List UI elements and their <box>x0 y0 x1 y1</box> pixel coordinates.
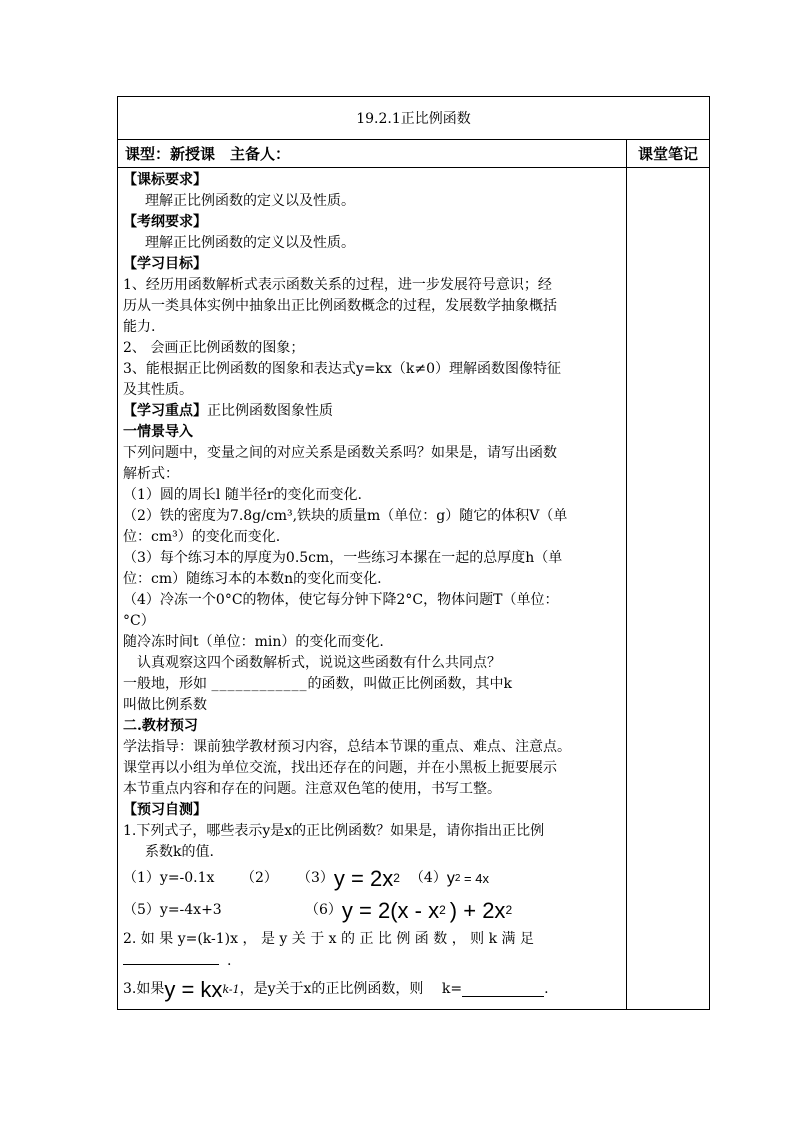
task-3-suffix: ，是y关于x的正比例函数，则 k= <box>239 980 463 997</box>
task-1-a: 1.下列式子，哪些表示y是x的正比例函数？如果是，请你指出正比例 <box>123 823 545 839</box>
goal-3-line-b: 及其性质。 <box>123 382 193 398</box>
task-3-prefix: 3.如果 <box>123 980 165 997</box>
definition-suffix: 的函数，叫做正比例函数，其中k <box>307 676 512 692</box>
option-4-label: （4） <box>409 869 447 886</box>
notes-header: 课堂笔记 <box>626 140 709 168</box>
study-guide-b: 课堂再以小组为单位交流，找出还存在的问题，并在小黑板上扼要展示 <box>123 760 557 776</box>
option-1: （1）y=-0.1x <box>123 869 215 886</box>
question-4-c: 随冷冻时间t（单位：min）的变化而变化. <box>123 634 384 650</box>
goal-1-line-b: 历从一类具体实例中抽象出正比例函数概念的过程，发展数学抽象概括 <box>123 298 557 314</box>
goals-heading: 【学习目标】 <box>123 256 207 272</box>
key-points-text: 正比例函数图象性质 <box>207 403 333 419</box>
task-3-formula: y = kx <box>164 976 223 1002</box>
exam-text: 理解正比例函数的定义以及性质。 <box>145 235 355 251</box>
study-guide-c: 本节重点内容和存在的问题。注意双色笔的使用，书写工整。 <box>123 781 501 797</box>
task-3-blank <box>462 982 544 997</box>
key-points-heading: 【学习重点】 <box>123 403 207 419</box>
question-3-b: 位：cm）随练习本的本数n的变化而变化. <box>123 571 382 587</box>
task-2: 2. 如 果 y=(k-1)x ， 是 y 关 于 x 的 正 比 例 函 数 ， 则 k 满 足 <box>123 931 534 947</box>
self-test-heading: 【预习自测】 <box>123 802 207 818</box>
curriculum-heading: 【课标要求】 <box>123 172 207 188</box>
question-intro-a: 下列问题中，变量之间的对应关系是函数关系吗？如果是，请写出函数 <box>123 445 557 461</box>
option-4-rest: = 4x <box>460 870 489 886</box>
definition-line-a <box>123 674 623 695</box>
question-4-a: （4）冷冻一个0°C的物体，使它每分钟下降2°C，物体问题T（单位： <box>123 592 559 608</box>
options-row-2 <box>123 893 623 927</box>
task-2-end: . <box>227 953 232 969</box>
task-3-exponent: k-1 <box>222 982 240 996</box>
scenario-heading: 一情景导入 <box>123 424 193 440</box>
option-4-exponent: 2 <box>454 872 461 884</box>
lesson-content <box>123 170 623 1006</box>
goal-2: 2、 会画正比例函数的图象； <box>123 340 305 356</box>
page-title: 19.2.1正比例函数 <box>118 97 709 140</box>
question-2-a: （2）铁的密度为7.8g/cm³,铁块的质量m（单位：g）随它的体积V（单 <box>123 508 568 524</box>
goal-1-line-a: 1、经历用函数解析式表示函数关系的过程，进一步发展符号意识；经 <box>123 277 552 293</box>
option-3-label: （3） <box>297 869 334 886</box>
task-3 <box>123 972 623 1006</box>
question-4-b: °C） <box>123 613 155 629</box>
option-6-exponent-2: 2 <box>505 902 513 917</box>
notes-column <box>626 168 709 1009</box>
option-6-formula-b: ) + 2x <box>449 897 506 923</box>
definition-prefix: 一般地，形如 <box>123 676 212 692</box>
options-row-1 <box>123 863 623 893</box>
goal-3-line-a: 3、能根据正比例函数的图象和表达式y=kx（k≠0）理解函数图像特征 <box>123 361 562 377</box>
observe-prompt: 认真观察这四个函数解析式，说说这些函数有什么共同点？ <box>137 655 501 671</box>
question-1: （1）圆的周长l 随半径r的变化而变化. <box>123 487 362 503</box>
task-1-b: 系数k的值. <box>145 844 214 860</box>
option-6-exponent-1: 2 <box>439 902 446 917</box>
definition-line-b: 叫做比例系数 <box>123 697 207 713</box>
study-guide-a: 学法指导：课前独学教材预习内容，总结本节课的重点、难点、注意点。 <box>123 739 571 755</box>
option-3-exponent: 2 <box>393 870 400 885</box>
task-2-answer-line <box>123 950 623 972</box>
option-4-y: y <box>446 869 455 887</box>
curriculum-text: 理解正比例函数的定义以及性质。 <box>145 193 355 209</box>
question-2-b: 位：cm³）的变化而变化. <box>123 529 281 545</box>
option-6-formula-a: y = 2(x - x <box>341 897 440 923</box>
option-6-label: （6） <box>305 901 342 918</box>
question-intro-b: 解析式： <box>123 466 179 482</box>
option-5: （5）y=-4x+3 <box>123 901 222 918</box>
task-3-end: . <box>544 980 549 997</box>
definition-blank: ____________ <box>211 676 308 692</box>
task-2-blank <box>123 950 219 965</box>
question-3-a: （3）每个练习本的厚度为0.5cm，一些练习本摞在一起的总厚度h（单 <box>123 550 563 566</box>
option-3-formula: y = 2x <box>333 865 394 891</box>
preview-heading: 二.教材预习 <box>123 718 198 734</box>
goal-1-line-c: 能力. <box>123 319 156 335</box>
option-2: （2） <box>241 869 278 886</box>
lesson-type-header: 课型：新授课 主备人： <box>118 140 626 168</box>
exam-heading: 【考纲要求】 <box>123 214 207 230</box>
